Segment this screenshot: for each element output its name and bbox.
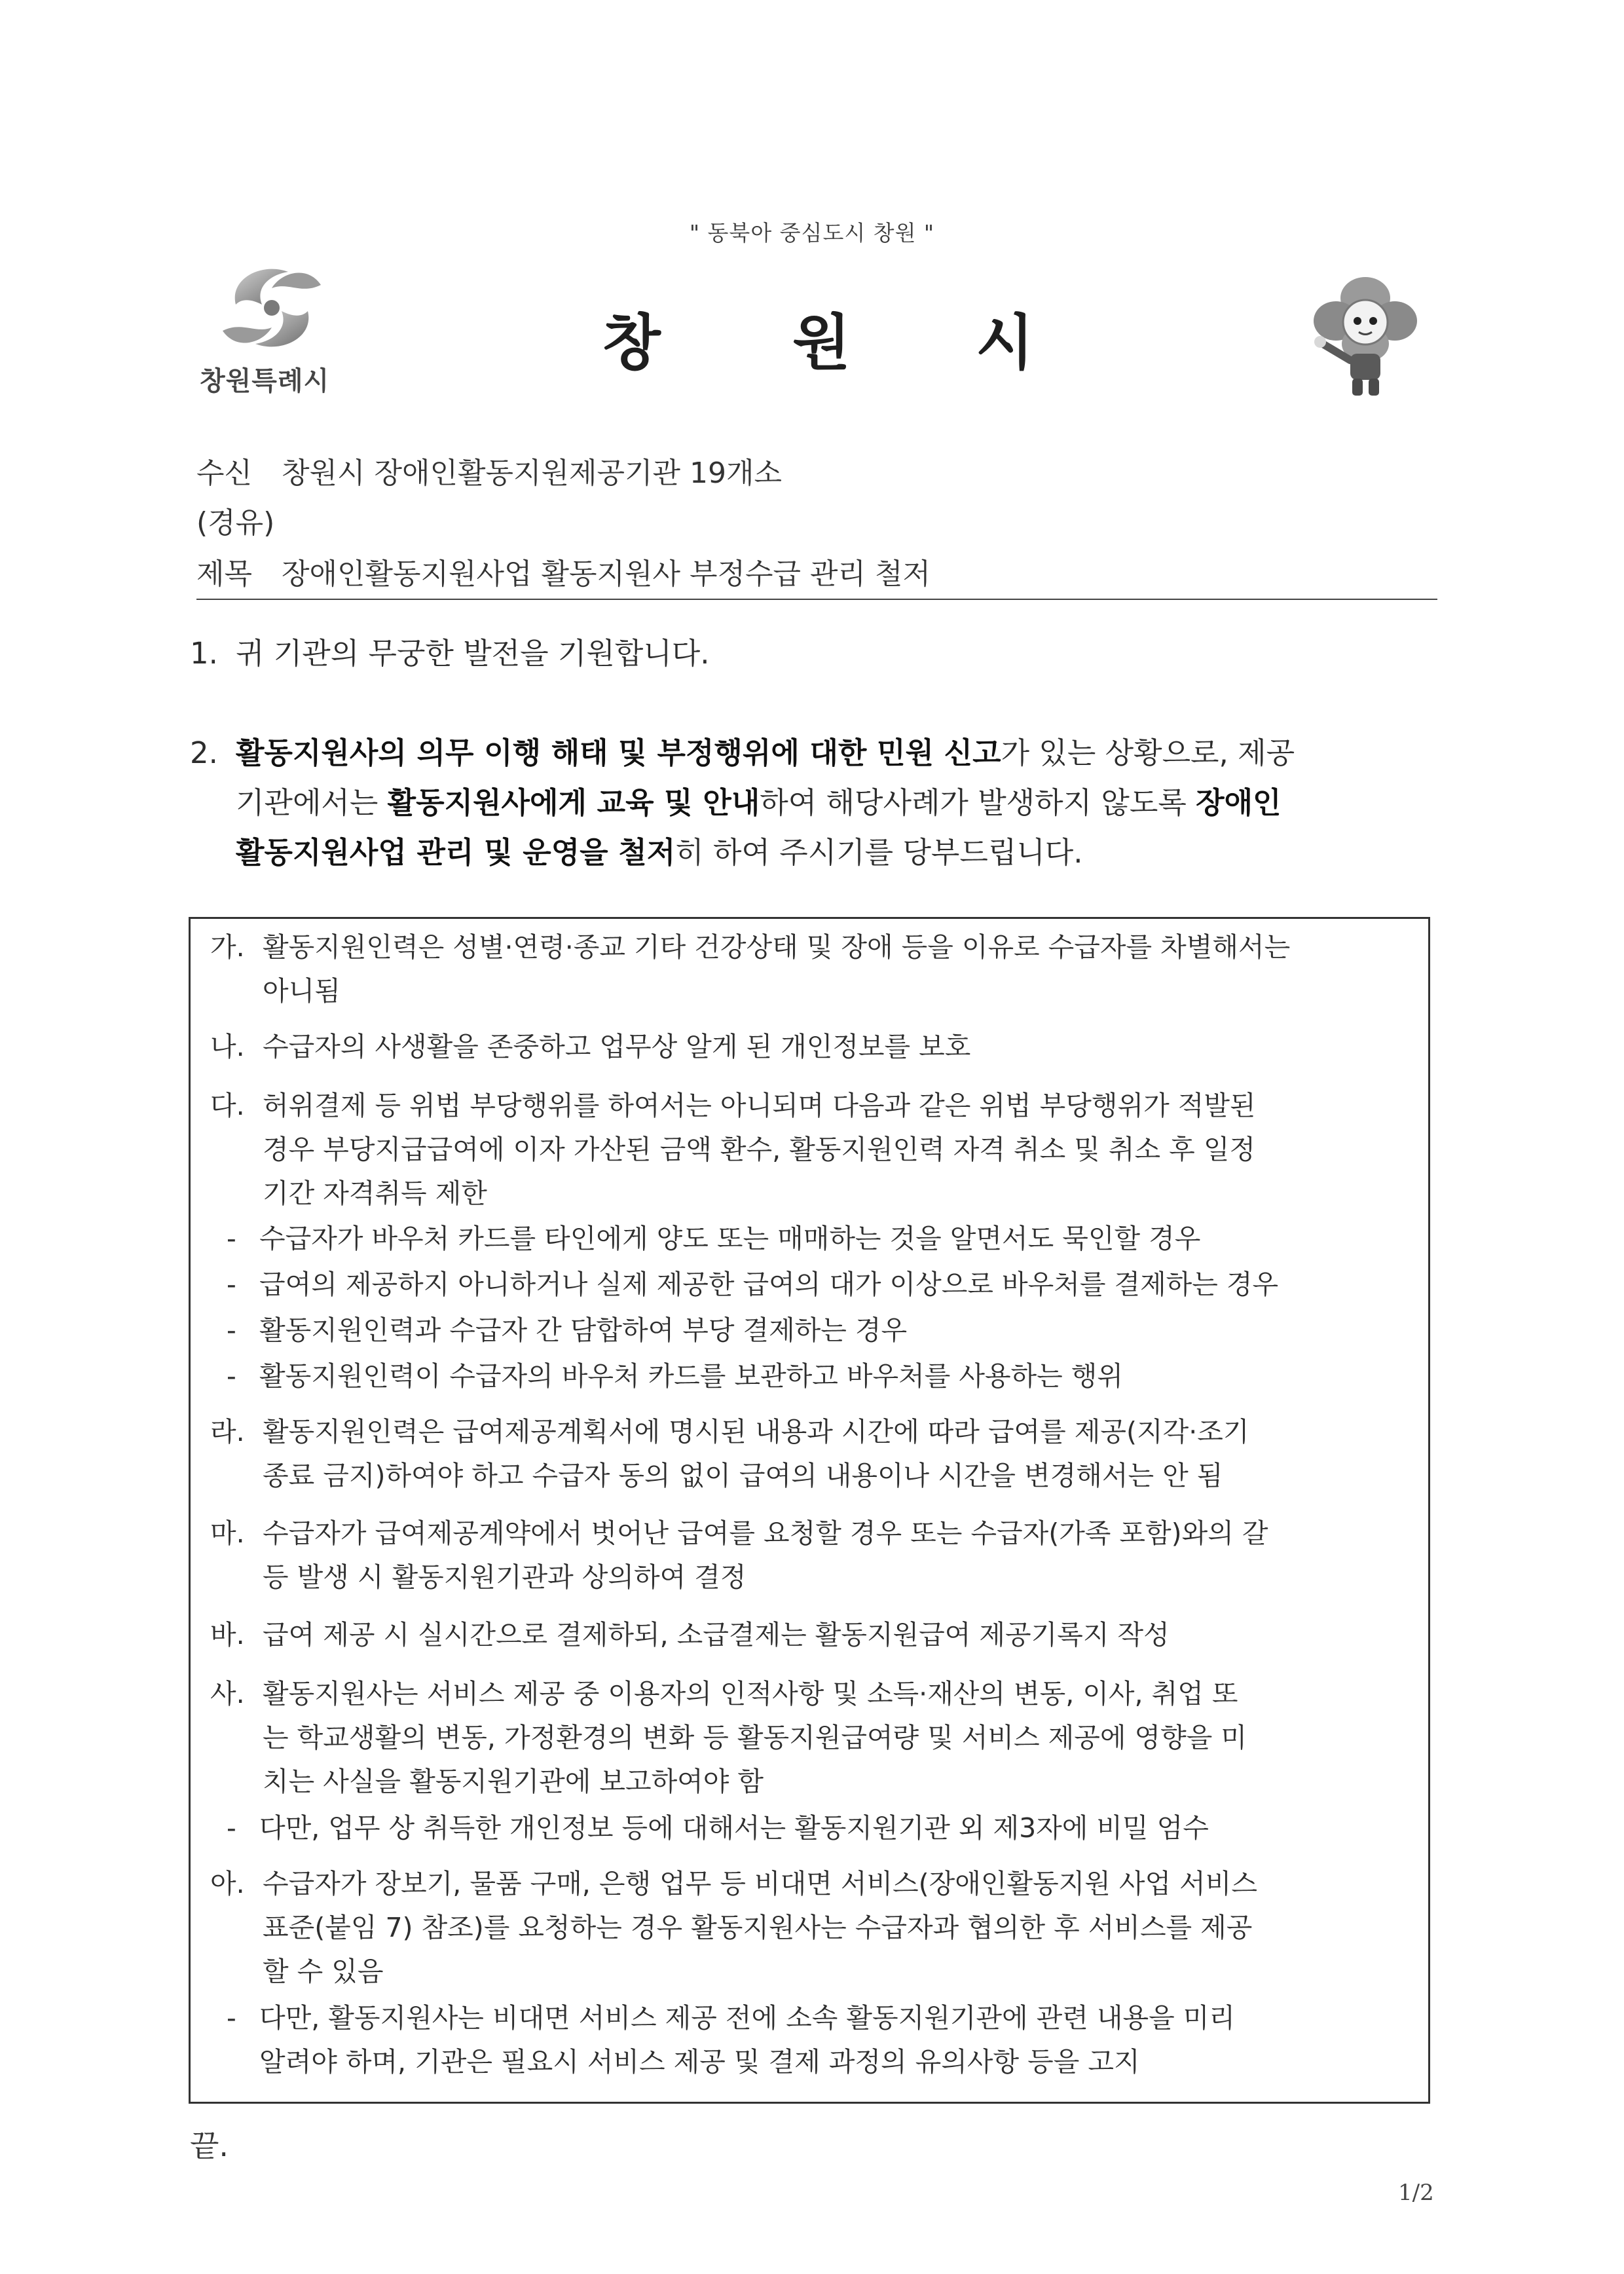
title-char-1: 창 [602,308,661,378]
item-line: 수급자의 사생활을 존중하고 업무상 알게 된 개인정보를 보호 [263,1031,971,1062]
p2-text: 히 하여 주시기를 당부드립니다. [675,835,1083,870]
paragraph-2 [190,728,1441,878]
item-line: 활동지원사는 서비스 제공 중 이용자의 인적사항 및 소득·재산의 변동, 이사, 취업 또 [263,1678,1238,1709]
subject-label: 제목 [196,557,253,591]
page-number: 1/2 [1398,2180,1434,2206]
item-line: 수급자가 장보기, 물품 구매, 은행 업무 등 비대면 서비스(장애인활동지원 사업 서비스 [263,1868,1257,1899]
item-marker: 아. [210,1868,245,1899]
item-line: 경우 부당지급급여에 이자 가산된 금액 환수, 활동지원인력 자격 취소 및 취소 후 일정 [263,1134,1256,1165]
item-line: 급여 제공 시 실시간으로 결제하되, 소급결제는 활동지원급여 제공기록지 작성 [263,1619,1170,1650]
dash-marker: - [227,1360,236,1392]
dash-marker: - [227,2002,236,2034]
list-item-ga [210,925,1412,1013]
dash-marker: - [227,1223,236,1254]
item-line: 기간 자격취득 제한 [263,1178,487,1209]
dash-marker: - [227,1812,236,1844]
item-line: 활동지원인력은 급여제공계획서에 명시된 내용과 시간에 따라 급여를 제공(지각·조기 [263,1416,1249,1447]
paragraph-number: 2. [190,736,218,770]
item-line: 표준(붙임 7) 참조)를 요청하는 경우 활동지원사는 수급자과 협의한 후 서비스를 제공 [263,1912,1253,1943]
item-line: 치는 사실을 활동지원기관에 보고하여야 함 [263,1766,764,1797]
list-item-da [210,1084,1412,1216]
header-divider [196,599,1437,600]
recipient-row [196,449,782,491]
list-item-a [210,1862,1412,1994]
sub-item-text: 수급자가 바우처 카드를 타인에게 양도 또는 매매하는 것을 알면서도 묵인할 경우 [259,1223,1201,1254]
item-marker: 사. [210,1678,245,1709]
p2-text: 하여 해당사례가 발생하지 않도록 [760,785,1196,820]
dash-marker: - [227,1269,236,1300]
p2-emphasis: 활동지원사업 관리 및 운영을 철저 [236,835,676,870]
via: (경유) [196,506,275,540]
list-item-ma [210,1512,1412,1599]
dash-marker: - [227,1314,236,1346]
p2-emphasis: 활동지원사의 의무 이행 해태 및 부정행위에 대한 민원 신고 [236,736,1001,770]
title-char-3: 시 [976,308,1034,378]
item-marker: 가. [210,931,245,963]
sub-item-text: 다만, 업무 상 취득한 개인정보 등에 대해서는 활동지원기관 외 제3자에 비밀 엄수 [259,1812,1209,1844]
item-line: 활동지원인력은 성별·연령·종교 기타 건강상태 및 장애 등을 이유로 수급자를 차별해서는 [263,931,1291,963]
sub-item [227,1309,1412,1352]
sub-item-text: 다만, 활동지원사는 비대면 서비스 제공 전에 소속 활동지원기관에 관련 내용을 미리 [259,2002,1235,2034]
subject-row [196,550,931,592]
item-marker: 나. [210,1031,245,1062]
item-line: 등 발생 시 활동지원기관과 상의하여 결정 [263,1561,747,1593]
item-marker: 바. [210,1619,245,1650]
title-char-2: 원 [792,308,851,378]
sub-item [227,1354,1412,1398]
sub-item [227,1996,1412,2084]
sub-item [227,1806,1412,1850]
paragraph-number: 1. [190,636,218,671]
item-line: 종료 금지)하여야 하고 수급자 동의 없이 급여의 내용이나 시간을 변경해서는 안 됨 [263,1460,1223,1491]
end-mark: 끝. [190,2128,229,2163]
changwon-logo-icon [216,259,327,357]
paragraph-1 [190,629,1441,679]
logo-text: 창원특례시 [200,366,330,396]
p2-text: 가 있는 상황으로, 제공 [1001,736,1295,770]
p2-text: 기관에서는 [236,785,388,820]
recipient: 창원시 장애인활동지원제공기관 19개소 [282,457,783,490]
p2-emphasis: 장애인 [1196,785,1282,820]
item-line: 수급자가 급여제공계약에서 벗어난 급여를 요청할 경우 또는 수급자(가족 포함)와의 갈 [263,1518,1268,1549]
sub-item [227,1217,1412,1261]
sub-item-text: 급여의 제공하지 아니하거나 실제 제공한 급여의 대가 이상으로 바우처를 결제하는 경우 [259,1269,1279,1300]
item-line: 는 학교생활의 변동, 가정환경의 변화 등 활동지원급여량 및 서비스 제공에 영향을 미 [263,1722,1247,1753]
item-line: 할 수 있음 [263,1956,384,1987]
item-marker: 라. [210,1416,245,1447]
list-item-na [210,1025,1412,1069]
subject: 장애인활동지원사업 활동지원사 부정수급 관리 철저 [282,557,931,591]
paragraph-text: 귀 기관의 무궁한 발전을 기원합니다. [236,636,710,671]
guideline-box [189,917,1430,2104]
sub-item-text: 활동지원인력과 수급자 간 담합하여 부당 결제하는 경우 [259,1314,908,1346]
sub-item-text: 활동지원인력이 수급자의 바우처 카드를 보관하고 바우처를 사용하는 행위 [259,1360,1124,1392]
sub-item-text: 알려야 하며, 기관은 필요시 서비스 제공 및 결제 과정의 유의사항 등을 고지 [259,2046,1140,2078]
list-item-ba [210,1613,1412,1657]
paragraph-text [236,728,1441,878]
sub-item [227,1263,1412,1307]
item-line: 아니됨 [263,975,341,1007]
p2-emphasis: 활동지원사에게 교육 및 안내 [387,785,760,820]
list-item-ra [210,1410,1412,1498]
item-marker: 마. [210,1518,245,1549]
slogan: " 동북아 중심도시 창원 " [689,220,935,246]
item-line: 허위결제 등 위법 부당행위를 하여서는 아니되며 다음과 같은 위법 부당행위가 적발된 [263,1090,1256,1121]
item-marker: 다. [210,1090,245,1121]
recipient-label: 수신 [196,457,253,490]
mascot-icon [1303,269,1421,400]
list-item-sa [210,1672,1412,1804]
